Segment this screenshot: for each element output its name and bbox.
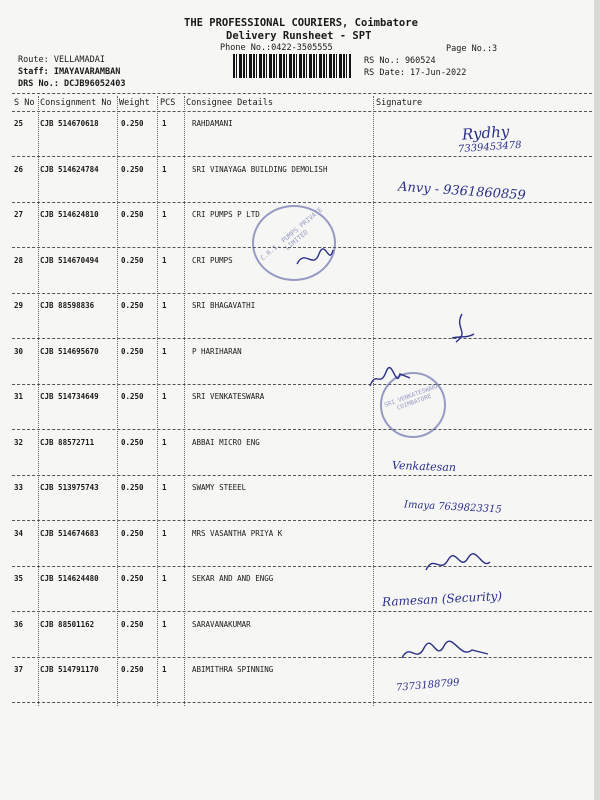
signature-scribble bbox=[424, 552, 492, 578]
row-weight: 0.250 bbox=[121, 119, 144, 128]
row-pcs: 1 bbox=[162, 619, 167, 629]
signature-scribble bbox=[400, 638, 490, 670]
row-sno: 31 bbox=[14, 392, 24, 401]
stamp-text: SRI VENKATESWARA COIMBATORE bbox=[383, 382, 441, 412]
row-weight: 0.250 bbox=[121, 210, 144, 219]
row-weight: 0.250 bbox=[121, 437, 144, 447]
row-consignment: CJB 514624784 bbox=[40, 164, 99, 174]
row-consignee: P HARIHARAN bbox=[192, 346, 242, 356]
signature-34: Imaya 7639823315 bbox=[403, 499, 503, 516]
row-rule bbox=[12, 520, 597, 521]
col-consignee: Consignee Details bbox=[186, 98, 273, 108]
signature-26: Anvy - 9361860859 bbox=[397, 179, 527, 204]
row-consignment: CJB 514624480 bbox=[40, 574, 99, 583]
drs-number: DRS No.: DCJB96052403 bbox=[18, 79, 126, 89]
row-rule bbox=[12, 293, 597, 294]
row-pcs: 1 bbox=[162, 528, 167, 538]
row-pcs: 1 bbox=[162, 574, 167, 583]
row-consignment: CJB 88501162 bbox=[40, 619, 95, 629]
row-sno: 29 bbox=[14, 301, 24, 310]
row-weight: 0.250 bbox=[121, 619, 144, 629]
signature-25: Rydhy bbox=[461, 122, 510, 144]
stamp-text: C.R.I. PUMPS PRIVATE LIMITED bbox=[258, 205, 324, 263]
row-consignment: CJB 514670618 bbox=[40, 119, 99, 128]
staff: Staff: IMAYAVARAMBAN bbox=[18, 67, 121, 77]
row-weight: 0.250 bbox=[121, 392, 144, 401]
col-weight: Weight bbox=[119, 98, 150, 108]
row-rule bbox=[12, 475, 597, 476]
rs-number: RS No.: 960524 bbox=[364, 56, 436, 66]
row-consignee: SRI VINAYAGA BUILDING DEMOLISH bbox=[192, 164, 328, 174]
header-top-rule bbox=[12, 93, 597, 94]
signature-35: Ramesan (Security) bbox=[381, 588, 503, 610]
route: Route: VELLAMADAI bbox=[18, 55, 105, 65]
row-sno: 25 bbox=[14, 119, 24, 128]
row-rule bbox=[12, 566, 597, 567]
row-pcs: 1 bbox=[162, 119, 167, 128]
row-consignee: SWAMY STEEEL bbox=[192, 483, 247, 492]
row-weight: 0.250 bbox=[121, 301, 144, 310]
header-bottom-rule bbox=[12, 111, 597, 112]
row-sno: 34 bbox=[14, 528, 24, 538]
row-pcs: 1 bbox=[162, 665, 167, 674]
col-signature: Signature bbox=[376, 98, 423, 108]
signature-37-phone: 7373188799 bbox=[395, 677, 460, 694]
row-weight: 0.250 bbox=[121, 346, 144, 356]
row-pcs: 1 bbox=[162, 483, 167, 492]
row-consignment: CJB 514734649 bbox=[40, 392, 99, 401]
row-rule bbox=[12, 702, 597, 703]
row-pcs: 1 bbox=[162, 255, 167, 265]
row-rule bbox=[12, 384, 597, 385]
row-consignment: CJB 513975743 bbox=[40, 483, 99, 492]
row-consignee: CRI PUMPS P LTD bbox=[192, 210, 260, 219]
runsheet-subtitle: Delivery Runsheet - SPT bbox=[226, 30, 372, 42]
col-divider bbox=[117, 96, 118, 706]
row-sno: 27 bbox=[14, 210, 24, 219]
row-pcs: 1 bbox=[162, 164, 167, 174]
signature-scribble bbox=[295, 246, 335, 272]
phone-number: Phone No.:0422-3505555 bbox=[220, 43, 333, 53]
row-sno: 30 bbox=[14, 346, 24, 356]
col-divider bbox=[38, 96, 39, 706]
row-rule bbox=[12, 657, 597, 658]
row-weight: 0.250 bbox=[121, 483, 144, 492]
row-sno: 33 bbox=[14, 483, 24, 492]
row-consignment: CJB 514670494 bbox=[40, 255, 99, 265]
row-consignee: SEKAR AND AND ENGG bbox=[192, 574, 274, 583]
signature-scribble bbox=[368, 366, 412, 392]
row-sno: 35 bbox=[14, 574, 24, 583]
row-consignment: CJB 514695670 bbox=[40, 346, 99, 356]
row-sno: 32 bbox=[14, 437, 24, 447]
row-consignee: RAHDAMANI bbox=[192, 119, 233, 128]
row-rule bbox=[12, 611, 597, 612]
col-divider bbox=[373, 96, 374, 706]
barcode bbox=[233, 54, 351, 78]
row-rule bbox=[12, 338, 597, 339]
row-weight: 0.250 bbox=[121, 574, 144, 583]
col-sno: S No bbox=[14, 98, 35, 108]
company-title: THE PROFESSIONAL COURIERS, Coimbatore bbox=[184, 17, 418, 29]
row-weight: 0.250 bbox=[121, 255, 144, 265]
signature-scribble bbox=[448, 312, 476, 346]
row-pcs: 1 bbox=[162, 346, 167, 356]
col-pcs: PCS bbox=[160, 98, 176, 108]
row-rule bbox=[12, 156, 597, 157]
row-weight: 0.250 bbox=[121, 164, 144, 174]
row-pcs: 1 bbox=[162, 301, 167, 310]
row-rule bbox=[12, 429, 597, 430]
signature-33: Venkatesan bbox=[391, 458, 457, 475]
row-consignment: CJB 514674683 bbox=[40, 528, 99, 538]
page-number: Page No.:3 bbox=[446, 44, 498, 54]
row-sno: 26 bbox=[14, 164, 24, 174]
row-sno: 37 bbox=[14, 665, 24, 674]
col-divider bbox=[184, 96, 185, 706]
row-pcs: 1 bbox=[162, 210, 167, 219]
row-consignment: CJB 88598836 bbox=[40, 301, 95, 310]
row-weight: 0.250 bbox=[121, 528, 144, 538]
paper-edge bbox=[594, 0, 600, 800]
row-sno: 36 bbox=[14, 619, 24, 629]
row-consignment: CJB 514624810 bbox=[40, 210, 99, 219]
row-sno: 28 bbox=[14, 255, 24, 265]
signature-25-phone: 7339453478 bbox=[457, 139, 522, 156]
row-consignee: MRS VASANTHA PRIYA K bbox=[192, 528, 283, 538]
row-consignment: CJB 514791170 bbox=[40, 665, 99, 674]
row-pcs: 1 bbox=[162, 437, 167, 447]
row-consignee: ABBAI MICRO ENG bbox=[192, 437, 260, 447]
row-consignee: ABIMITHRA SPINNING bbox=[192, 665, 274, 674]
col-divider bbox=[157, 96, 158, 706]
row-weight: 0.250 bbox=[121, 665, 144, 674]
row-consignee: CRI PUMPS bbox=[192, 255, 233, 265]
col-consignment: Consignment No bbox=[40, 98, 112, 108]
row-consignee: SARAVANAKUMAR bbox=[192, 619, 251, 629]
rs-date: RS Date: 17-Jun-2022 bbox=[364, 68, 467, 78]
row-consignee: SRI BHAGAVATHI bbox=[192, 301, 256, 310]
row-pcs: 1 bbox=[162, 392, 167, 401]
row-consignee: SRI VENKATESWARA bbox=[192, 392, 265, 401]
row-consignment: CJB 88572711 bbox=[40, 437, 95, 447]
